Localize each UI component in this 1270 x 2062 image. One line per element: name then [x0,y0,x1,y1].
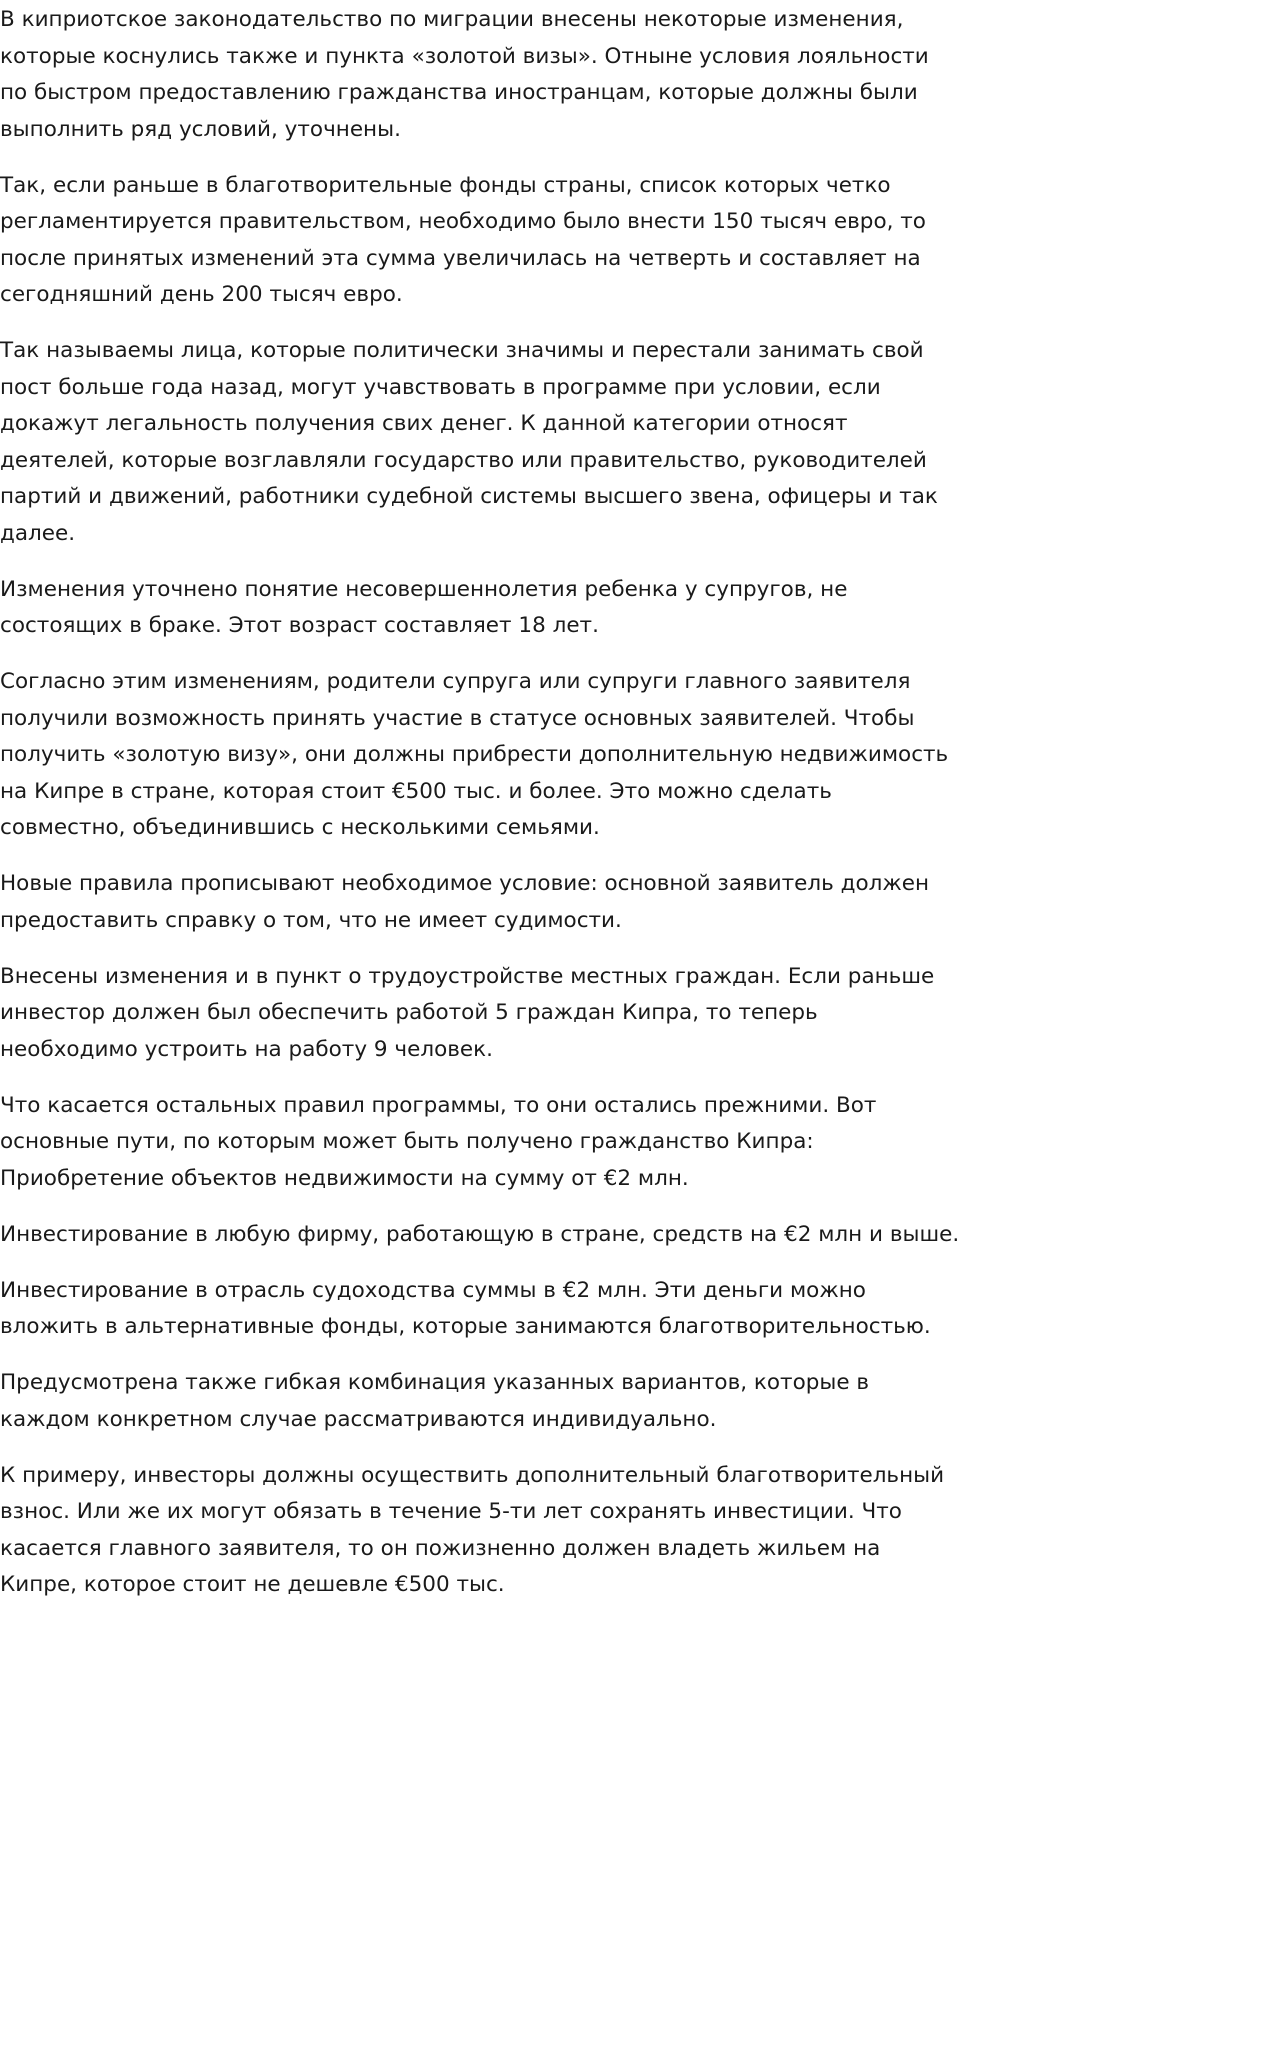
paragraph-shipping: Инвестирование в отрасль судоходства суммы в €2 млн. Эти деньги можно вложить в альтернативные фонды, которые занимаются благотворительностью. [0,1277,931,1339]
paragraph-parents: Согласно этим изменениям, родители супруга или супруги главного заявителя получили возможность принять участие в статусе основных заявителей. Чтобы получить «золотую визу», они должны прибрести дополнительную недвижимость на Кипре в стране, которая стоит €500 тыс. и более. Это можно сделать совместно, объединившись с несколькими семьями. [0,669,949,840]
paragraph-example: К примеру, инвесторы должны осуществить дополнительный благотворительный взнос. Или же их могут обязать в течение 5-ти лет сохранять инвестиции. Что касается главного заявителя, то он пожизненно должен владеть жильем на Кипре, которое стоит не дешевле €500 тыс. [0,1462,945,1597]
paragraph-politically-exposed: Так называемы лица, которые политически значимы и перестали занимать свой пост больше года назад, могут учавствовать в программе при условии, если докажут легальность получения свих денег. К данной категории относят деятелей, которые возглавляли государство или правительство, руководителей партий и движений, работники судебной системы высшего звена, офицеры и так далее. [0,338,938,546]
paragraph-employment: Внесены изменения и в пункт о трудоустройстве местных граждан. Если раньше инвестор должен был обеспечить работой 5 граждан Кипра, то теперь необходимо устроить на работу 9 человек. [0,963,935,1062]
paragraph-combination: Предусмотрена также гибкая комбинация указанных вариантов, которые в каждом конкретном случае рассматриваются индивидуально. [0,1370,870,1432]
paragraph-minor-age: Изменения уточнено понятие несовершеннолетия ребенка у супругов, не состоящих в браке. Этот возраст составляет 18 лет. [0,576,848,638]
paragraph-company-investment: Инвестирование в любую фирму, работающую в стране, средств на €2 млн и выше. [0,1221,960,1247]
paragraph-intro: В киприотское законодательство по миграции внесены некоторые изменения, которые коснулись также и пункта «золотой визы». Отныне условия лояльности по быстром предоставлению гражданства иностранцам, которые должны были выполнить ряд условий, уточнены. [0,7,929,142]
paragraph-charity-fund: Так, если раньше в благотворительные фонды страны, список которых четко регламентируется правительством, необходимо было внести 150 тысяч евро, то после принятых изменений эта сумма увеличилась на четверть и составляет на сегодняшний день 200 тысяч евро. [0,172,926,307]
paragraph-real-estate: Что касается остальных правил программы, то они остались прежними. Вот основные пути, по которым может быть получено гражданство Кипра: Приобретение объектов недвижимости на сумму от €2 млн. [0,1092,877,1191]
paragraph-criminal-record: Новые правила прописывают необходимое условие: основной заявитель должен предоставить справку о том, что не имеет судимости. [0,871,930,933]
